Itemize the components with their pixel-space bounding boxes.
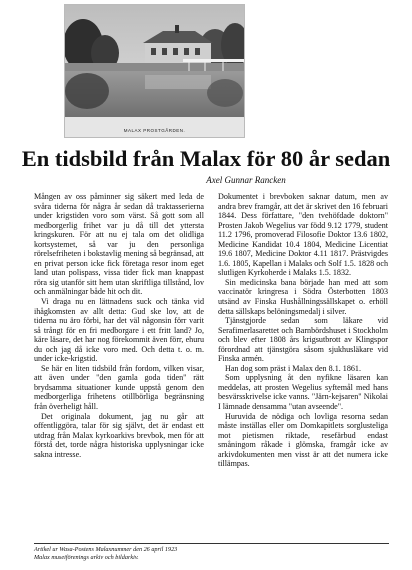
historical-photo [64,4,245,138]
paragraph: Vi draga nu en lättnadens suck och tänka vid ihågkomsten av allt detta: Gud ske lov, att de tiderna nu äro förbi, har det väl någonsin förr varit så trångt för en fri medborgare i ett fritt land? Jo, käre läsare, det har nog förekommit även förr, ehuru du och jag då icke voro med. Och detta t. o. m. under icke-krigstid. [34,297,204,364]
paragraph: Huruvida de nödiga och lovliga resorna sedan måste inställas eller om Domkapitlets sorglusteliga mot pietismen riktade, resefärbud endast småningom råkade i glömska, framgår icke av arkivdokumenten men visst är att det numera icke tillämpas. [218,411,388,469]
paragraph: Sin medicinska bana började han med att som vaccinatör kringresa i Södra Österbotten 1803 utsänd av Finska Hushållningssällskapet o. erhöll detta sällskaps belöningsmedalj i silver. [218,277,388,316]
footer-divider [34,543,389,544]
right-column [218,192,388,469]
paragraph: Det originala dokument, jag nu går att offentliggöra, talar för sig självt, det är endast ett utdrag från Malax kyrkoarkivs brevbok, men för att förstå det, torde några historiska upplysningar icke sakna intresse. [34,411,204,459]
source-note: Artikel ur Wasa-Postens Malaxnummer den 26 april 1923 [34,546,178,553]
paragraph: Dokumentet i brevboken saknar datum, men av andra brev framgår, att det är skrivet den 16 februari 1844. Dess författare, "den tvehöfdade doktorn" Prosten Jakob Wegelius var född 9.12 1779, student 11.2 1796, promoverad Filosofie Doktor 13.6 1802, Medicine Kandidat 10.4 1804, Medicine Licentiat 19.6 1807, Medicine Doktor 4.11 1817. Prästvigdes 1.6. 1805, Kapellan i Malaks och Solf 1.5. 1828 och slutligen Kyrkoherde i Malaks 1.5. 1832. [218,192,388,278]
article-title: En tidsbild från Malax för 80 år sedan [21,146,391,171]
paragraph: Mången av oss påminner sig säkert med leda de svåra tiderna för några år sedan då traktasserierna under krigstiden voro som värst. Så gott som all medborgerlig frihet var ju då till det yttersta kringskuren. För att nu ej tala om det olidliga kortsystemet, så var ju den personliga rörelsefriheten i bokstavlig mening så begränsad, att en privat person icke fick företaga resor inom eget land utan polispass, vissa tider fick man knappast röra sig utanför sitt hem utan skriftliga tillstånd, lov och anmälningar både hit och dit. [34,192,204,297]
photo-caption: MALAX PROSTGÅRDEN. [123,128,186,133]
archive-note: Malax museiförenings arkiv och bildarkiv. [34,553,139,561]
left-column [34,192,204,459]
parsonage-illustration [65,5,244,137]
paragraph: Som upplysning åt den nyfikne läsaren kan meddelas, att prosten Wegelius syftemål med hans besvärsskrivelse icke vanns. "Järn-kejsaren" Nikolai I lämnade densamma "utan avseende". [218,373,388,412]
article-footer [34,546,389,561]
paragraph: Tjänstgjorde sedan som läkare vid Serafimerlasarettet och Barnbördshuset i Stockholm och blev efter 1808 års krigsutbrott av Klingspor förordnad att tjänstgöra såsom sjukhusläkare vid Finska armén. [218,316,388,364]
article-author: Axel Gunnar Rancken [206,175,286,185]
paragraph: Han dog som präst i Malax den 8.1. 1861. [225,363,362,373]
paragraph: Se här en liten tidsbild från fordom, vilken visar, att även under "den gamla goda tiden" rätt brydsamma situationer kunde uppstå genom den medborgerliga frihetens otillbörliga begränsning från överheligt håll. [34,363,204,412]
